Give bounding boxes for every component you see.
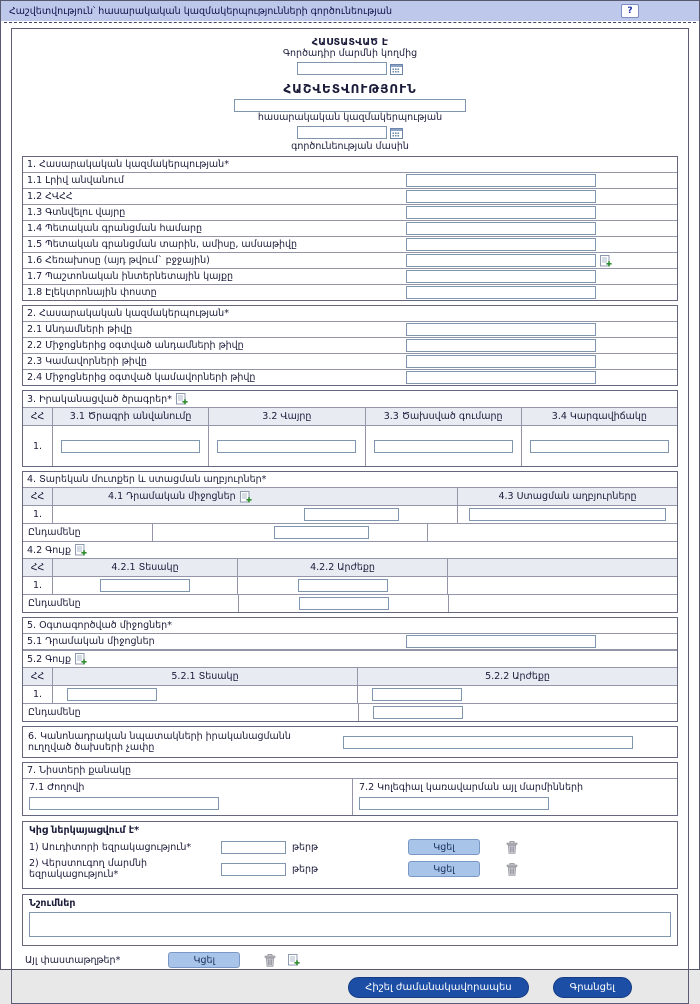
field-label: 7.1 Ժողովի: [29, 782, 84, 793]
column-header-text: 4.1 Դրամական միջոցներ: [108, 491, 236, 502]
monetary-total-input[interactable]: [274, 526, 369, 539]
sheet-label: թերթ: [292, 864, 318, 875]
column-header: [53, 488, 458, 505]
form-row: [23, 221, 677, 237]
supervisory-sheets-input[interactable]: [221, 863, 286, 876]
form-row: [23, 253, 677, 269]
program-place-input[interactable]: [217, 440, 356, 453]
field-label: 1.6 Հեռախոսը (այդ թվում` բջջային): [23, 254, 402, 267]
registration-number-input[interactable]: [406, 222, 596, 235]
form-row: [23, 370, 677, 385]
field-label: 1.3 Գտնվելու վայրը: [23, 206, 402, 219]
form-row: [23, 354, 677, 370]
org-name-row: [22, 99, 678, 112]
calendar-icon[interactable]: [390, 127, 403, 139]
table-header-row: [23, 488, 677, 506]
phone-input[interactable]: [406, 254, 596, 267]
empty-cell: [428, 524, 677, 541]
table-row: [23, 686, 677, 704]
field-label: 1.4 Պետական գրանցման համարը: [23, 222, 402, 235]
receipt-source-input[interactable]: [469, 508, 667, 521]
section-7-body: [23, 779, 677, 815]
column-header: ՀՀ: [23, 408, 53, 425]
table-header-row: [23, 408, 677, 426]
monetary-amount-input[interactable]: [304, 508, 399, 521]
other-bodies-sessions-input[interactable]: [359, 797, 549, 810]
assembly-sessions-input[interactable]: [29, 797, 219, 810]
approval-date-row: [22, 62, 678, 75]
used-property-type-input[interactable]: [67, 688, 157, 701]
add-row-icon[interactable]: [288, 954, 300, 966]
report-title: ՀԱՇՎԵՏՎՈՒԹՅՈՒՆ: [22, 82, 678, 96]
trash-icon[interactable]: [264, 954, 276, 967]
used-property-total-input[interactable]: [373, 706, 463, 719]
form-row: [23, 727, 677, 757]
table-row: [23, 506, 677, 524]
form-row: [23, 237, 677, 253]
column-header: 3.2 Վայրը: [209, 408, 365, 425]
other-docs-label: Այլ փաստաթղթեր*: [25, 955, 120, 966]
activity-line-label: գործունեության մասին: [22, 141, 678, 152]
notes-section: [22, 894, 678, 946]
table-row: [23, 577, 677, 595]
attachment-row: [29, 858, 671, 880]
add-row-icon[interactable]: [600, 255, 612, 267]
add-row-icon[interactable]: [75, 544, 87, 556]
statutory-expenses-input[interactable]: [343, 736, 633, 749]
benefited-members-count-input[interactable]: [406, 339, 596, 352]
column-header: ՀՀ: [23, 668, 53, 685]
row-number: 1.: [23, 577, 53, 594]
section-2-title: 2. Հասարակական կազմակերպության*: [23, 306, 677, 322]
form-row: [23, 269, 677, 285]
org-name-input[interactable]: [234, 99, 466, 112]
members-count-input[interactable]: [406, 323, 596, 336]
table-header-row: [23, 668, 677, 686]
section-7: [22, 762, 678, 816]
column-header: 3.1 Ծրագրի անվանումը: [53, 408, 209, 425]
section-5-title: 5. Օգտագործված միջոցներ*: [23, 618, 677, 634]
field-label: 2.4 Միջոցներից օգտված կամավորների թիվը: [23, 371, 402, 384]
website-input[interactable]: [406, 270, 596, 283]
section-3: [22, 390, 678, 467]
register-button[interactable]: Գրանցել: [553, 977, 632, 998]
section-4-2-title-text: 4.2 Գույք: [27, 545, 71, 556]
section-4-2-title: [23, 542, 677, 559]
dashed-divider: [4, 22, 696, 23]
field-label: 5.1 Դրամական միջոցներ: [23, 635, 402, 648]
auditor-attach-button[interactable]: Կցել: [408, 839, 480, 855]
column-header: 5.2.2 Արժեքը: [358, 668, 677, 685]
program-amount-input[interactable]: [374, 440, 513, 453]
field-label: 7.2 Կոլեգիալ կառավարման այլ մարմինների: [359, 782, 583, 793]
empty-cell: [448, 559, 677, 576]
used-property-value-input[interactable]: [372, 688, 462, 701]
form-row: [23, 634, 677, 650]
trash-icon[interactable]: [506, 841, 518, 854]
field-label: 2.1 Անդամների թիվը: [23, 323, 402, 336]
field-label: 6. Կանոնադրական նպատակների իրականացմանն ուղղված ծախսերի չափը: [28, 731, 343, 753]
trash-icon[interactable]: [506, 863, 518, 876]
field-label: 1) Աուդիտորի եզրակացություն*: [29, 842, 221, 853]
full-name-input[interactable]: [406, 174, 596, 187]
supervisory-attach-button[interactable]: Կցել: [408, 861, 480, 877]
section-7-title: 7. Նիստերի քանակը: [23, 763, 677, 779]
total-row: [23, 595, 677, 612]
form-cell: [353, 779, 677, 815]
calendar-icon[interactable]: [390, 63, 403, 75]
section-3-title-text: 3. Իրականացված ծրագրեր*: [27, 394, 172, 405]
window-titlebar: [1, 1, 699, 21]
column-header: ՀՀ: [23, 488, 53, 505]
field-label: 1.8 Էլեկտրոնային փոստը: [23, 286, 402, 299]
footer-actions: [22, 977, 632, 998]
total-label: Ընդամենը: [23, 595, 239, 612]
approval-date-input[interactable]: [297, 62, 387, 75]
attachments-section: [22, 821, 678, 889]
add-row-icon[interactable]: [75, 653, 87, 665]
property-value-input[interactable]: [298, 579, 388, 592]
form-cell: [23, 779, 353, 815]
email-input[interactable]: [406, 286, 596, 299]
total-label: Ընդամենը: [23, 704, 359, 721]
section-4-title: 4. Տարեկան մուտքեր և ստացման աղբյուրներ*: [23, 472, 677, 488]
approved-label: ՀԱՍՏԱՏՎԱԾ Է: [22, 37, 678, 48]
form-container: [11, 28, 689, 1004]
empty-cell: [449, 595, 677, 612]
attachments-title: Կից ներկայացվում է*: [29, 825, 671, 836]
row-number: 1.: [23, 686, 53, 703]
registration-date-input[interactable]: [406, 238, 596, 251]
notes-textarea[interactable]: [29, 912, 671, 937]
report-date-input[interactable]: [297, 126, 387, 139]
section-2: [22, 305, 678, 386]
column-header: 5.2.1 Տեսակը: [53, 668, 358, 685]
form-row: [23, 205, 677, 221]
sheet-label: թերթ: [292, 842, 318, 853]
form-row: [23, 285, 677, 300]
field-label: 1.1 Լրիվ անվանում: [23, 174, 402, 187]
field-label: 1.2 ՀՎՀՀ: [23, 190, 402, 203]
row-number: 1.: [23, 426, 53, 466]
other-docs-attach-button[interactable]: Կցել: [168, 952, 240, 968]
empty-cell: [448, 577, 677, 594]
section-1: [22, 156, 678, 301]
table-header-row: [23, 559, 677, 577]
notes-title: Նշումներ: [29, 898, 671, 909]
volunteers-count-input[interactable]: [406, 355, 596, 368]
section-4: [22, 471, 678, 613]
save-temporarily-button[interactable]: Հիշել ժամանակավորապես: [348, 977, 528, 998]
column-header: 4.2.1 Տեսակը: [53, 559, 238, 576]
column-header: 4.2.2 Արժեքը: [238, 559, 448, 576]
section-6: [22, 726, 678, 758]
form-row: [23, 173, 677, 189]
table-row: [23, 426, 677, 466]
program-name-input[interactable]: [61, 440, 200, 453]
property-total-input[interactable]: [299, 597, 389, 610]
column-header: 3.3 Ծախսված գումարը: [366, 408, 522, 425]
section-3-title: [23, 391, 677, 408]
auditor-sheets-input[interactable]: [221, 841, 286, 854]
section-5: [22, 617, 678, 722]
form-row: [23, 338, 677, 354]
column-header: 4.3 Ստացման աղբյուրները: [458, 488, 677, 505]
form-row: [23, 189, 677, 205]
section-1-title: 1. Հասարակական կազմակերպության*: [23, 157, 677, 173]
column-header: 3.4 Կարգավիճակը: [522, 408, 677, 425]
help-icon[interactable]: ?: [621, 4, 639, 18]
property-type-input[interactable]: [100, 579, 190, 592]
page-title: Հաշվետվություն՝ հասարակական կազմակերպությունների գործունեության: [9, 6, 621, 17]
total-row: [23, 704, 677, 721]
tin-input[interactable]: [406, 190, 596, 203]
form-row: [23, 322, 677, 338]
program-status-input[interactable]: [530, 440, 669, 453]
report-date-row: [22, 126, 678, 139]
add-row-icon[interactable]: [240, 491, 252, 503]
approved-by-label: Գործադիր մարմնի կողմից: [22, 48, 678, 59]
add-row-icon[interactable]: [176, 393, 188, 405]
section-5-2-title: [23, 650, 677, 668]
field-label: 2) Վերստուգող մարմնի եզրակացություն*: [29, 858, 221, 880]
benefited-volunteers-count-input[interactable]: [406, 371, 596, 384]
section-5-2-title-text: 5.2 Գույք: [27, 654, 71, 665]
used-money-input[interactable]: [406, 635, 596, 648]
total-row: [23, 524, 677, 542]
field-label: 1.7 Պաշտոնական ինտերնետային կայքը: [23, 270, 402, 283]
total-label: Ընդամենը: [23, 524, 153, 541]
column-header: ՀՀ: [23, 559, 53, 576]
field-label: 2.2 Միջոցներից օգտված անդամների թիվը: [23, 339, 402, 352]
location-input[interactable]: [406, 206, 596, 219]
field-label: 2.3 Կամավորների թիվը: [23, 355, 402, 368]
field-label: 1.5 Պետական գրանցման տարին, ամիսը, ամսաթիվը: [23, 238, 402, 251]
row-number: 1.: [23, 506, 53, 523]
other-documents-row: [25, 952, 678, 968]
attachment-row: [29, 839, 671, 855]
org-line-label: հասարակական կազմակերպության: [22, 112, 678, 123]
